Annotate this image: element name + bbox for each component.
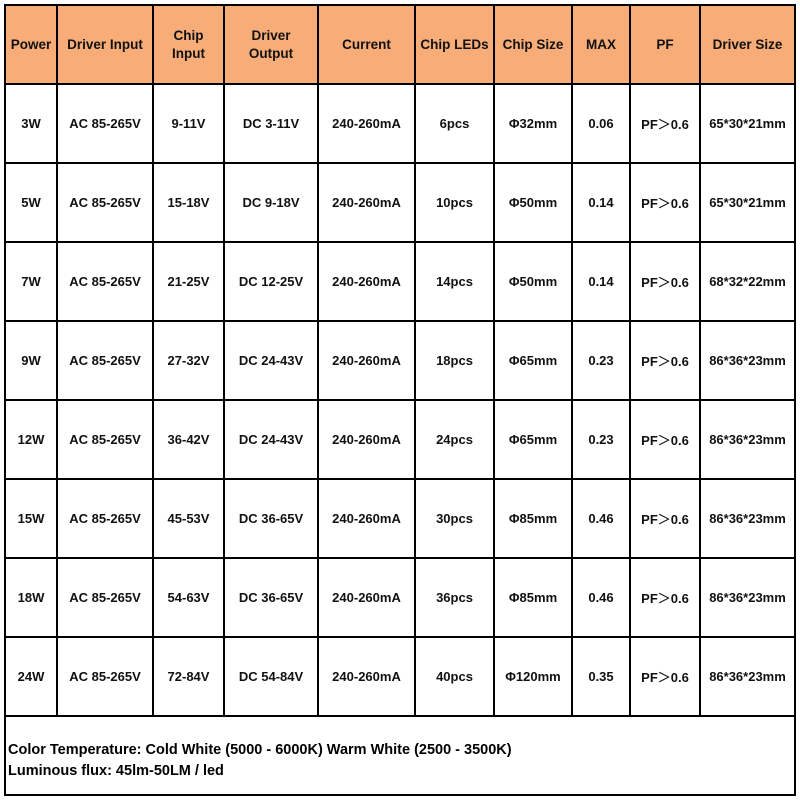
column-header-label: Power [10,36,52,52]
cell-max: 0.46 [572,479,630,558]
column-header-driver-output [224,6,318,84]
cell-driver-output: DC 9-18V [224,163,318,242]
table-body [6,84,795,716]
cell-driver-input: AC 85-265V [57,558,153,637]
table-row [6,163,795,242]
spec-sheet [4,4,796,796]
table-row [6,558,795,637]
cell-chip-size: Φ50mm [494,163,572,242]
column-header-power [6,6,57,84]
column-header-label: Chip Input [172,27,205,61]
cell-power: 7W [6,242,57,321]
cell-driver-size: 65*30*21mm [700,84,795,163]
cell-chip-leds: 18pcs [415,321,494,400]
table-row [6,400,795,479]
cell-pf: PF＞0.6 [630,479,700,558]
cell-chip-leds: 30pcs [415,479,494,558]
cell-max: 0.23 [572,400,630,479]
cell-chip-input: 21-25V [153,242,224,321]
cell-pf: PF＞0.6 [630,163,700,242]
cell-driver-input: AC 85-265V [57,163,153,242]
cell-current: 240-260mA [318,637,415,716]
cell-max: 0.06 [572,84,630,163]
luminous-flux-note: Luminous flux: 45lm-50LM / led [8,763,224,779]
cell-current: 240-260mA [318,558,415,637]
column-header-current [318,6,415,84]
column-header-chip-size [494,6,572,84]
cell-current: 240-260mA [318,479,415,558]
cell-chip-leds: 24pcs [415,400,494,479]
cell-chip-input: 27-32V [153,321,224,400]
cell-max: 0.46 [572,558,630,637]
column-header-label: Chip Size [502,36,564,52]
cell-power: 9W [6,321,57,400]
cell-driver-output: DC 3-11V [224,84,318,163]
cell-chip-size: Φ65mm [494,400,572,479]
cell-chip-leds: 10pcs [415,163,494,242]
cell-driver-size: 86*36*23mm [700,321,795,400]
cell-pf: PF＞0.6 [630,242,700,321]
column-header-driver-input [57,6,153,84]
cell-chip-leds: 40pcs [415,637,494,716]
table-row [6,479,795,558]
cell-driver-output: DC 24-43V [224,400,318,479]
cell-driver-output: DC 54-84V [224,637,318,716]
cell-pf: PF＞0.6 [630,84,700,163]
footer-notes [8,740,788,782]
cell-power: 12W [6,400,57,479]
cell-chip-input: 54-63V [153,558,224,637]
cell-chip-size: Φ50mm [494,242,572,321]
cell-chip-leds: 14pcs [415,242,494,321]
cell-chip-input: 72-84V [153,637,224,716]
column-header-chip-leds [415,6,494,84]
cell-pf: PF＞0.6 [630,558,700,637]
table-row [6,84,795,163]
cell-pf: PF＞0.6 [630,637,700,716]
table-row [6,637,795,716]
cell-driver-output: DC 36-65V [224,479,318,558]
cell-driver-size: 86*36*23mm [700,637,795,716]
cell-max: 0.14 [572,163,630,242]
column-header-label: MAX [586,36,616,52]
cell-max: 0.14 [572,242,630,321]
cell-pf: PF＞0.6 [630,400,700,479]
cell-driver-input: AC 85-265V [57,321,153,400]
cell-chip-size: Φ120mm [494,637,572,716]
cell-driver-input: AC 85-265V [57,400,153,479]
table-row [6,242,795,321]
cell-power: 18W [6,558,57,637]
cell-current: 240-260mA [318,321,415,400]
cell-current: 240-260mA [318,84,415,163]
cell-pf: PF＞0.6 [630,321,700,400]
cell-driver-input: AC 85-265V [57,242,153,321]
cell-chip-size: Φ85mm [494,558,572,637]
column-header-label: Current [342,36,391,52]
cell-chip-leds: 6pcs [415,84,494,163]
cell-driver-size: 86*36*23mm [700,558,795,637]
column-header-label: Driver Size [712,36,783,52]
cell-driver-output: DC 12-25V [224,242,318,321]
color-temperature-note: Color Temperature: Cold White (5000 - 6000K) Warm White (2500 - 3500K) [8,742,512,758]
cell-max: 0.23 [572,321,630,400]
cell-max: 0.35 [572,637,630,716]
cell-driver-input: AC 85-265V [57,84,153,163]
cell-power: 15W [6,479,57,558]
cell-chip-input: 45-53V [153,479,224,558]
cell-chip-input: 36-42V [153,400,224,479]
cell-driver-size: 68*32*22mm [700,242,795,321]
spec-table [6,6,796,717]
column-header-label: Driver Input [67,36,143,52]
cell-chip-leds: 36pcs [415,558,494,637]
cell-current: 240-260mA [318,400,415,479]
cell-power: 24W [6,637,57,716]
cell-driver-input: AC 85-265V [57,637,153,716]
header-row [6,6,795,84]
column-header-label: Driver Output [248,27,294,61]
cell-driver-output: DC 36-65V [224,558,318,637]
column-header-label: Chip LEDs [420,36,489,52]
cell-power: 3W [6,84,57,163]
column-header-chip-input [153,6,224,84]
cell-power: 5W [6,163,57,242]
cell-driver-size: 65*30*21mm [700,163,795,242]
column-header-driver-size [700,6,795,84]
column-header-max [572,6,630,84]
cell-driver-output: DC 24-43V [224,321,318,400]
cell-current: 240-260mA [318,242,415,321]
table-row [6,321,795,400]
cell-chip-input: 15-18V [153,163,224,242]
cell-driver-input: AC 85-265V [57,479,153,558]
cell-chip-size: Φ85mm [494,479,572,558]
cell-chip-size: Φ32mm [494,84,572,163]
cell-driver-size: 86*36*23mm [700,479,795,558]
cell-chip-input: 9-11V [153,84,224,163]
column-header-pf [630,6,700,84]
cell-current: 240-260mA [318,163,415,242]
column-header-label: PF [656,36,674,52]
cell-driver-size: 86*36*23mm [700,400,795,479]
cell-chip-size: Φ65mm [494,321,572,400]
